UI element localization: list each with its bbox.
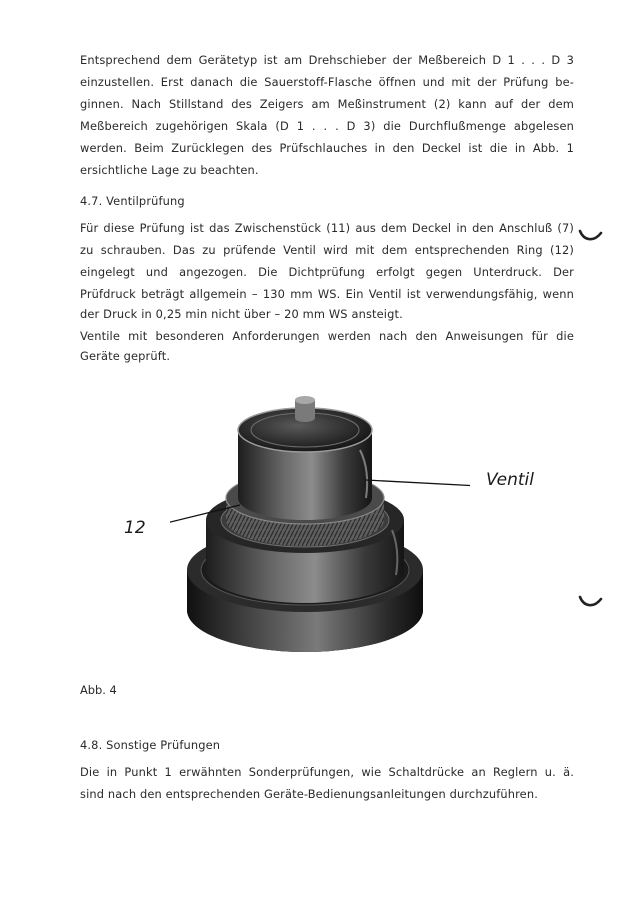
- para1-line-5: werden. Beim Zurücklegen des Prüfschlauches in den Deckel ist die in Abb. 1: [80, 141, 574, 155]
- para3-line-1: Ventile mit besonderen Anforderungen werden nach den Anweisungen für die: [80, 329, 574, 343]
- heading-ventilpruefung: 4.7. Ventilprüfung: [80, 194, 185, 208]
- para1-line-6: ersichtliche Lage zu beachten.: [80, 163, 259, 177]
- para2-line-5: der Druck in 0,25 min nicht über – 20 mm WS ansteigt.: [80, 307, 403, 321]
- valve-fixture-photo: [170, 370, 470, 670]
- para4-line-2: sind nach den entsprechenden Geräte-Bedienungsanleitungen durchzuführen.: [80, 787, 538, 801]
- para3-line-2: Geräte geprüft.: [80, 349, 171, 363]
- margin-mark-upper: [578, 228, 604, 244]
- margin-mark-lower: [578, 594, 604, 610]
- heading-sonstige-pruefungen: 4.8. Sonstige Prüfungen: [80, 738, 221, 752]
- para1-line-3: ginnen. Nach Stillstand des Zeigers am Meßinstrument (2) kann auf der dem: [80, 97, 574, 111]
- figure-caption: Abb. 4: [80, 683, 117, 697]
- para1-line-1: Entsprechend dem Gerätetyp ist am Drehschieber der Meßbereich D 1 . . . D 3: [80, 53, 574, 67]
- para4-line-1: Die in Punkt 1 erwähnten Sonderprüfungen, wie Schaltdrücke an Reglern u. ä.: [80, 765, 574, 779]
- label-ventil: Ventil: [486, 470, 534, 490]
- label-ring-12: 12: [124, 518, 146, 538]
- para2-line-4: Prüfdruck beträgt allgemein – 130 mm WS. Ein Ventil ist verwendungsfähig, wenn: [80, 287, 574, 301]
- para1-line-2: einzustellen. Erst danach die Sauerstoff-Flasche öffnen und mit der Prüfung be-: [80, 75, 574, 89]
- para2-line-2: zu schrauben. Das zu prüfende Ventil wird mit dem entsprechenden Ring (12): [80, 243, 574, 257]
- para1-line-4: Meßbereich zugehörigen Skala (D 1 . . . D 3) die Durchflußmenge abgelesen: [80, 119, 574, 133]
- para2-line-1: Für diese Prüfung ist das Zwischenstück (11) aus dem Deckel in den Anschluß (7): [80, 221, 574, 235]
- para2-line-3: eingelegt und angezogen. Die Dichtprüfung erfolgt gegen Unterdruck. Der: [80, 265, 574, 279]
